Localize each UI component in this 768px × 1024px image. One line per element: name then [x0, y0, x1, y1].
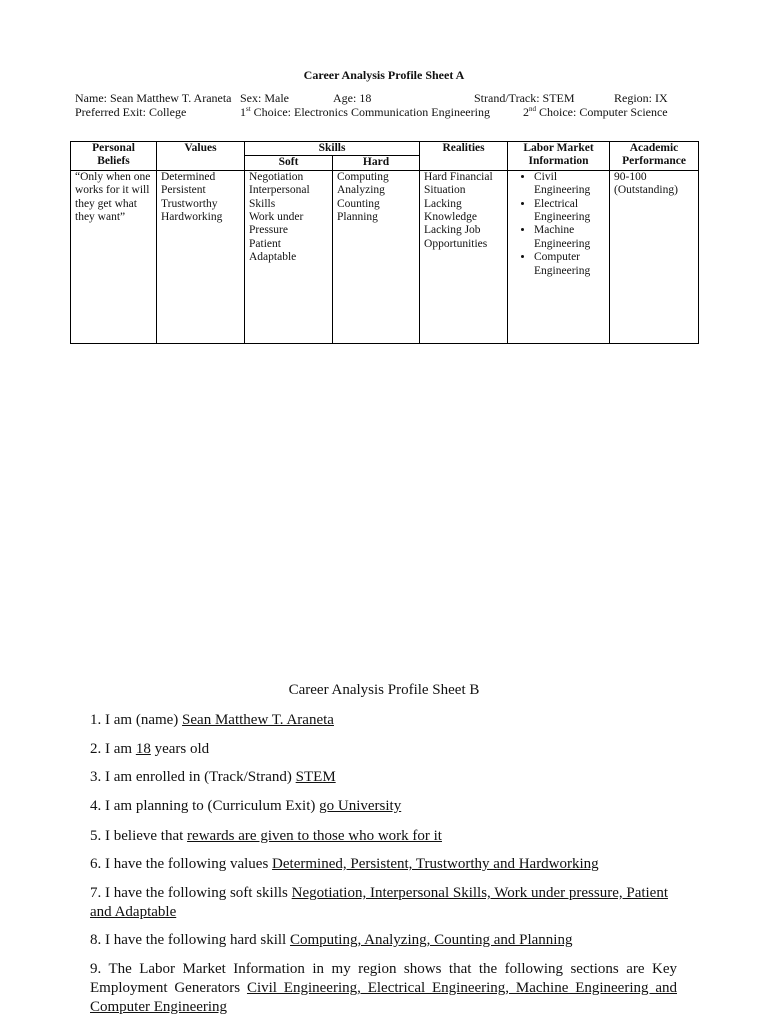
first-choice-ordinal: st: [246, 105, 251, 113]
hard-skills-cell: [333, 170, 420, 343]
statement-5: [90, 827, 677, 846]
statement-suffix: years old: [150, 741, 210, 757]
statement-prefix: 9. The Labor Market Information in my region shows that the following sections are Key Employment Generators: [90, 961, 677, 996]
statement-4: [90, 797, 677, 816]
academic-performance-cell: [610, 170, 699, 343]
labor-market-list: [512, 171, 605, 278]
statement-6: [90, 855, 677, 874]
labor-market-cell: [508, 170, 610, 343]
hard-skill-item: Planning: [337, 211, 378, 224]
statement-8: [90, 931, 677, 950]
soft-skill-item: Patient: [249, 237, 281, 250]
statement-prefix: 6. I have the following values: [90, 856, 273, 872]
value-item: Determined: [161, 170, 216, 183]
value-item: Persistent: [161, 184, 206, 197]
header-labor-market: Labor Market Information: [508, 142, 610, 171]
second-choice-text: Choice: Computer Science: [536, 105, 668, 119]
hard-skill-item: Counting: [337, 197, 380, 210]
soft-skill-item: Adaptable: [249, 251, 297, 264]
statement-answer: Computing, Analyzing, Counting and Planning: [289, 932, 573, 948]
soft-skill-item: Work under Pressure: [249, 211, 304, 237]
strand-field: Strand/Track: STEM: [474, 91, 575, 105]
value-item: Trustworthy: [161, 197, 218, 210]
hard-skill-item: Analyzing: [337, 184, 385, 197]
statement-prefix: 8. I have the following hard skill: [90, 932, 290, 948]
statement-9: [90, 960, 677, 1017]
statement-3: [90, 768, 677, 787]
header-soft-skills: Soft: [245, 156, 333, 170]
header-realities: Realities: [420, 142, 508, 171]
statement-prefix: 5. I believe that: [90, 828, 188, 844]
sheet-b-title: Career Analysis Profile Sheet B: [288, 682, 480, 698]
header-personal-beliefs: Personal Beliefs: [71, 142, 157, 171]
statement-answer: Negotiation, Interpersonal Skills, Work under pressure, Patient and Adaptable: [90, 885, 669, 920]
statement-answer: Sean Matthew T. Araneta: [182, 712, 334, 728]
labor-market-item: • Machine Engineering: [534, 224, 605, 251]
soft-skill-item: Interpersonal Skills: [249, 184, 310, 210]
labor-market-item: • Civil Engineering: [534, 171, 605, 198]
reality-item: Lacking Job Opportunities: [424, 224, 488, 250]
header-values: Values: [157, 142, 245, 171]
soft-skill-item: Negotiation: [249, 170, 304, 183]
reality-item: Hard Financial Situation: [424, 170, 493, 197]
personal-beliefs-cell: “Only when one works for it will they get what they want”: [71, 170, 157, 343]
statement-prefix: 3. I am enrolled in (Track/Strand): [90, 769, 296, 785]
sex-field: Sex: Male: [240, 91, 289, 105]
statement-answer: go University: [319, 798, 402, 814]
first-choice-number: 1: [240, 105, 246, 119]
academic-score: 90-100: [614, 170, 647, 183]
soft-skills-cell: [245, 170, 333, 343]
preferred-exit-field: Preferred Exit: College: [75, 105, 187, 119]
age-field: Age: 18: [333, 91, 372, 105]
header-skills: Skills: [245, 142, 420, 156]
second-choice-number: 2: [523, 105, 529, 119]
reality-item: Lacking Knowledge: [424, 197, 478, 224]
second-choice-ordinal: nd: [529, 105, 536, 113]
statement-answer: rewards are given to those who work for it: [187, 828, 442, 844]
labor-market-item: • Electrical Engineering: [534, 198, 605, 225]
statement-answer: Civil Engineering, Electrical Engineering, Machine Engineering and Computer Engineering: [90, 980, 677, 1015]
header-hard-skills: Hard: [333, 156, 420, 170]
header-academic-performance: Academic Performance: [610, 142, 699, 171]
statement-prefix: 1. I am (name): [90, 712, 183, 728]
realities-cell: [420, 170, 508, 343]
statement-7: [90, 884, 677, 922]
statement-1: [90, 711, 677, 730]
statement-prefix: 2. I am: [90, 741, 136, 757]
statement-answer: 18: [135, 741, 151, 757]
academic-rating: (Outstanding): [614, 184, 678, 197]
value-item: Hardworking: [161, 211, 223, 224]
statement-answer: STEM: [295, 769, 336, 785]
sheet-a-title: Career Analysis Profile Sheet A: [303, 68, 465, 82]
values-cell: [157, 170, 245, 343]
statement-prefix: 7. I have the following soft skills: [90, 885, 292, 901]
labor-market-item: • Computer Engineering: [534, 251, 605, 278]
first-choice-field: [240, 105, 490, 120]
name-field: Name: Sean Matthew T. Araneta: [75, 91, 232, 105]
hard-skill-item: Computing: [337, 170, 389, 183]
statement-2: [90, 740, 677, 759]
statement-prefix: 4. I am planning to (Curriculum Exit): [90, 798, 320, 814]
career-profile-table: [70, 141, 699, 344]
statement-answer: Determined, Persistent, Trustworthy and Hardworking: [272, 856, 599, 872]
first-choice-text: Choice: Electronics Communication Engineering: [250, 105, 490, 119]
second-choice-field: [523, 105, 668, 120]
region-field: Region: IX: [614, 91, 668, 105]
